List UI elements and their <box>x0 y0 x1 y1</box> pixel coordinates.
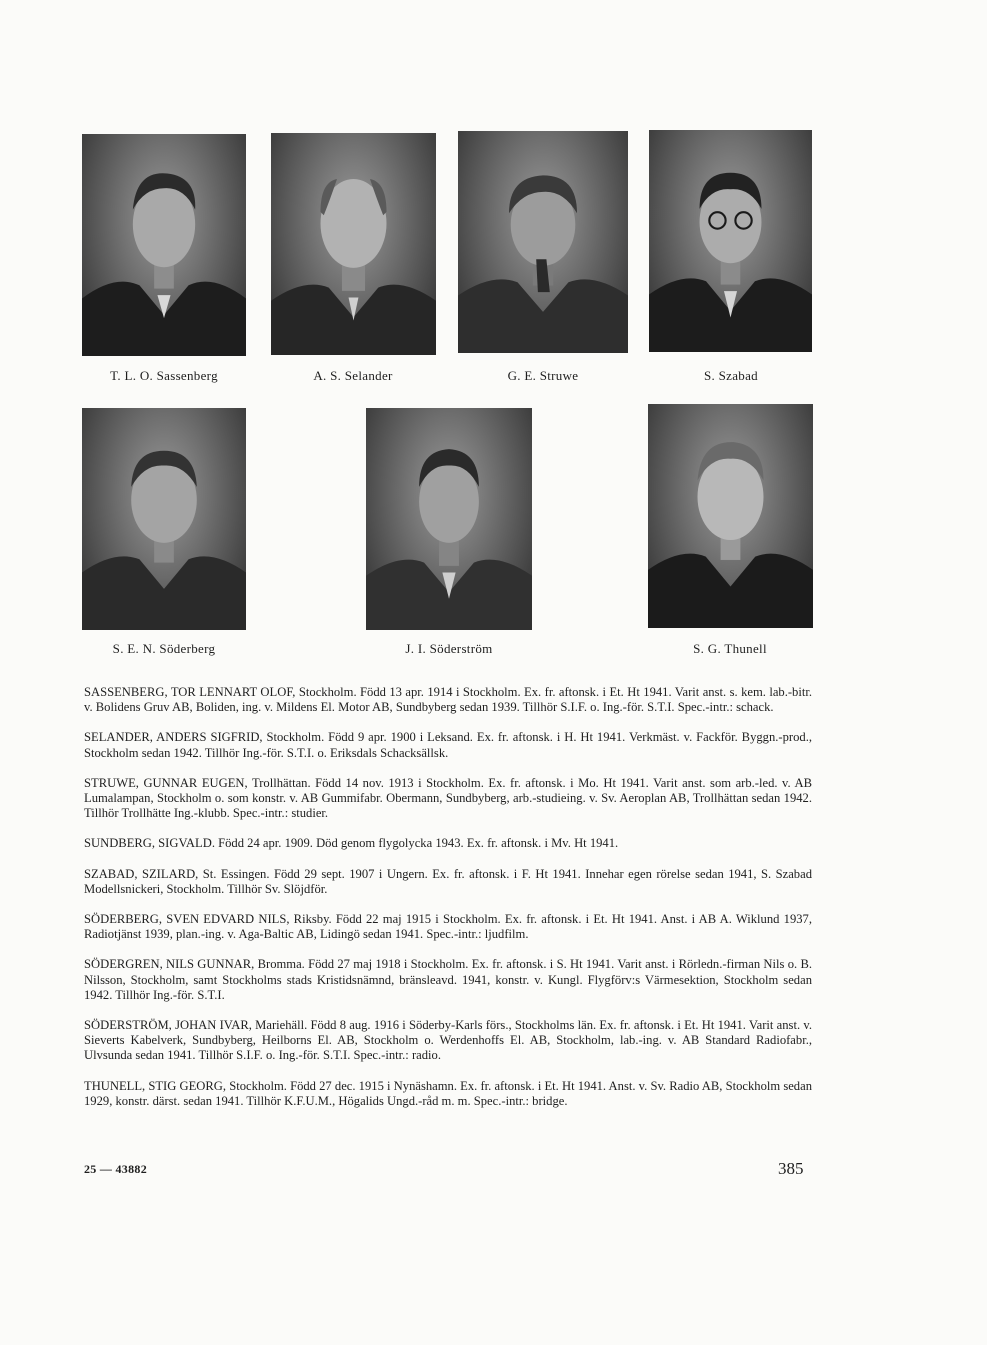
biography-list <box>84 685 812 1124</box>
biography-entry: THUNELL, STIG GEORG, Stockholm. Född 27 dec. 1915 i Nynäshamn. Ex. fr. aftonsk. i Et. Ht 1941. Anst. v. Sv. Radio AB, Stockholm sedan 1929, konstr. därst. sedan 1941. Tillhör K.F.U.M., Högalids Ungd.-råd m. m. Spec.-intr.: bridge. <box>84 1078 812 1108</box>
portrait-photo-sassenberg <box>82 134 246 356</box>
biography-entry: SUNDBERG, SIGVALD. Född 24 apr. 1909. Död genom flygolycka 1943. Ex. fr. aftonsk. i Mv. Ht 1941. <box>84 836 619 851</box>
biography-entry: SÖDERSTRÖM, JOHAN IVAR, Mariehäll. Född 8 aug. 1916 i Söderby-Karls förs., Stockholms län. Ex. fr. aftonsk. i Et. Ht 1941. Varit anst. v. Sieverts Kabelverk, Sundbyberg, Heilborns El. AB, Stockholm o. Werdenhoffs El. AB, Stockholm, lab.-ing. v. AB Standard Radiofabr., Ulvsunda sedan 1941. Tillhör S.I.F. o. Ing.-för. S.T.I. Spec.-intr.: radio. <box>84 1018 812 1063</box>
portrait-photo-soderstrom <box>366 408 532 630</box>
portrait-caption: S. E. N. Söderberg <box>112 641 216 656</box>
biography-entry: SASSENBERG, TOR LENNART OLOF, Stockholm. Född 13 apr. 1914 i Stockholm. Ex. fr. aftonsk. i Et. Ht 1941. Varit anst. s. kem. lab.-bitr. v. Bolidens Gruv AB, Boliden, ing. v. Mildens El. Motor AB, Sundbyberg sedan 1939. Tillhör S.I.F. o. Ing.-för. S.T.I. Spec.-intr.: schack. <box>84 685 812 715</box>
biography-entry: STRUWE, GUNNAR EUGEN, Trollhättan. Född 14 nov. 1913 i Stockholm. Ex. fr. aftonsk. i Mo. Ht 1941. Varit anst. som arb.-led. v. AB Lumalampan, Stockholm o. som konstr. v. AB Gummifabr. Obermann, Sundbyberg, arb.-studieing. v. Sv. Aeroplan AB, Trollhättan sedan 1942. Tillhör Trollhätte Ing.-klubb. Spec.-intr.: studier. <box>84 775 812 821</box>
portrait-caption: J. I. Söderström <box>405 641 493 656</box>
portrait-photo-soderberg <box>82 408 246 630</box>
portrait-caption: A. S. Selander <box>313 368 393 383</box>
portrait-photo-szabad <box>649 130 812 352</box>
portrait-caption: T. L. O. Sassenberg <box>110 368 218 383</box>
portrait-caption: S. G. Thunell <box>693 641 767 656</box>
biography-entry: SELANDER, ANDERS SIGFRID, Stockholm. Född 9 apr. 1900 i Leksand. Ex. fr. aftonsk. i H. Ht 1941. Verkmäst. v. Fackför. Byggn.-prod., Stockholm sedan 1942. Tillhör Ing.-för. S.T.I. o. Eriksdals Schacksällsk. <box>84 730 812 760</box>
biography-entry: SÖDERGREN, NILS GUNNAR, Bromma. Född 27 maj 1918 i Stockholm. Ex. fr. aftonsk. i S. Ht 1941. Varit anst. i Rörledn.-firman Nils o. B. Nilsson, Stockholm, samt Stockholms stads Kristidsnämnd, bränsleavd. 1941, konstr. v. Kungl. Flygförv:s Värmesektion, Stockholm sedan 1942. Tillhör Ing.-för. S.T.I. <box>84 957 812 1002</box>
portrait-caption: G. E. Struwe <box>507 368 579 383</box>
portrait-photo-struwe <box>458 131 628 353</box>
biography-entry: SZABAD, SZILARD, St. Essingen. Född 29 sept. 1907 i Ungern. Ex. fr. aftonsk. i F. Ht 1941. Innehar egen rörelse sedan 1941, S. Szabad Modellsnickeri, Stockholm. Tillhör Sv. Slöjdför. <box>84 866 812 896</box>
print-reference: 25 — 43882 <box>84 1162 147 1176</box>
portrait-caption: S. Szabad <box>704 368 758 383</box>
portrait-photo-selander <box>271 133 436 355</box>
biography-entry: SÖDERBERG, SVEN EDVARD NILS, Riksby. Född 22 maj 1915 i Stockholm. Ex. fr. aftonsk. i Et. Ht 1941. Anst. i AB A. Wiklund 1937, Radiotjänst 1939, plan.-ing. v. Aga-Baltic AB, Lidingö sedan 1941. Spec.-intr.: ljudfilm. <box>84 912 812 942</box>
portrait-photo-thunell <box>648 404 813 628</box>
page-number: 385 <box>778 1159 804 1178</box>
